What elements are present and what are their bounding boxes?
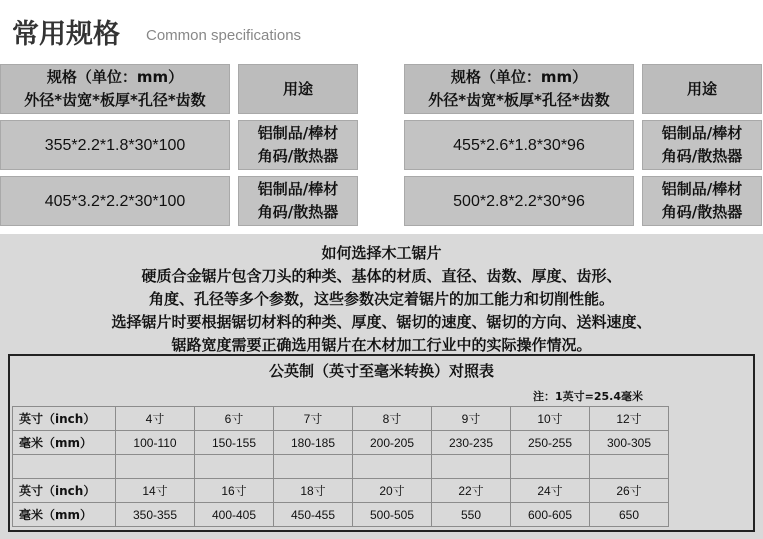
page-subtitle: Common specifications (146, 27, 302, 44)
title-bar (0, 0, 763, 58)
inch-cell: 8寸 (353, 407, 432, 431)
table-row (13, 407, 669, 431)
row-label-inch: 英寸（inch） (13, 407, 116, 431)
row-label-mm: 毫米（mm） (13, 503, 116, 527)
inch-cell: 9寸 (432, 407, 511, 431)
spec-header-left (0, 64, 230, 114)
use-line2: 角码/散热器 (661, 147, 743, 165)
inch-cell: 18寸 (274, 479, 353, 503)
page-title: 常用规格 (12, 19, 120, 50)
inch-cell: 16寸 (195, 479, 274, 503)
row-label-mm: 毫米（mm） (13, 431, 116, 455)
mm-cell: 350-355 (116, 503, 195, 527)
use-line1: 铝制品/棒材 (257, 180, 339, 198)
info-line: 选择锯片时要根据锯切材料的种类、厚度、锯切的速度、锯切的方向、送料速度、 (111, 313, 652, 331)
mm-cell: 650 (590, 503, 669, 527)
spec-header-line1: 规格（单位：mm） (46, 68, 184, 86)
conversion-table (12, 406, 669, 527)
mm-cell: 180-185 (274, 431, 353, 455)
table-row (13, 503, 669, 527)
mm-cell: 400-405 (195, 503, 274, 527)
table-row (13, 431, 669, 455)
spec-header-right (404, 64, 634, 114)
mm-cell: 250-255 (511, 431, 590, 455)
inch-cell: 24寸 (511, 479, 590, 503)
mm-cell: 600-605 (511, 503, 590, 527)
inch-cell: 6寸 (195, 407, 274, 431)
mm-cell: 550 (432, 503, 511, 527)
info-line: 硬质合金锯片包含刀头的种类、基体的材质、直径、齿数、厚度、齿形、 (141, 267, 622, 285)
table-row (13, 479, 669, 503)
spec-cell (0, 120, 230, 170)
spec-header-line1: 规格（单位：mm） (450, 68, 588, 86)
inch-cell: 14寸 (116, 479, 195, 503)
inch-cell: 4寸 (116, 407, 195, 431)
use-line1: 铝制品/棒材 (661, 180, 743, 198)
info-heading: 如何选择木工锯片 (321, 244, 442, 262)
inch-cell: 12寸 (590, 407, 669, 431)
spec-value: 500*2.8*2.2*30*96 (453, 192, 585, 210)
mm-cell: 230-235 (432, 431, 511, 455)
use-cell (642, 120, 762, 170)
use-header-right: 用途 (642, 64, 762, 114)
spec-cell (404, 176, 634, 226)
spec-header-line2: 外径*齿宽*板厚*孔径*齿数 (428, 91, 610, 109)
spec-cell (404, 120, 634, 170)
use-line1: 铝制品/棒材 (257, 124, 339, 142)
use-line1: 铝制品/棒材 (661, 124, 743, 142)
info-line: 锯路宽度需要正确选用锯片在木材加工行业中的实际操作情况。 (171, 336, 592, 354)
table-row-spacer (13, 455, 669, 479)
row-label-inch: 英寸（inch） (13, 479, 116, 503)
mm-cell: 500-505 (353, 503, 432, 527)
use-line2: 角码/散热器 (257, 147, 339, 165)
spec-cell (0, 176, 230, 226)
mm-cell: 150-155 (195, 431, 274, 455)
conversion-table-box (8, 354, 755, 532)
use-cell (238, 176, 358, 226)
mm-cell: 100-110 (116, 431, 195, 455)
inch-cell: 7寸 (274, 407, 353, 431)
use-cell (238, 120, 358, 170)
spec-value: 355*2.2*1.8*30*100 (44, 136, 186, 154)
use-line2: 角码/散热器 (661, 203, 743, 221)
use-line2: 角码/散热器 (257, 203, 339, 221)
spec-value: 455*2.6*1.8*30*96 (453, 136, 585, 154)
inch-cell: 20寸 (353, 479, 432, 503)
inch-cell: 10寸 (511, 407, 590, 431)
conversion-note: 注：1英寸=25.4毫米 (532, 390, 643, 403)
mm-cell: 300-305 (590, 431, 669, 455)
inch-cell: 22寸 (432, 479, 511, 503)
use-header-left: 用途 (238, 64, 358, 114)
mm-cell: 450-455 (274, 503, 353, 527)
inch-cell: 26寸 (590, 479, 669, 503)
spec-header-line2: 外径*齿宽*板厚*孔径*齿数 (24, 91, 206, 109)
spec-value: 405*3.2*2.2*30*100 (44, 192, 186, 210)
info-paragraph (0, 242, 763, 357)
conversion-title: 公英制（英寸至毫米转换）对照表 (268, 362, 494, 380)
info-line: 角度、孔径等多个参数，这些参数决定着锯片的加工能力和切削性能。 (148, 290, 614, 308)
spec-tables (0, 58, 763, 234)
mm-cell: 200-205 (353, 431, 432, 455)
use-cell (642, 176, 762, 226)
